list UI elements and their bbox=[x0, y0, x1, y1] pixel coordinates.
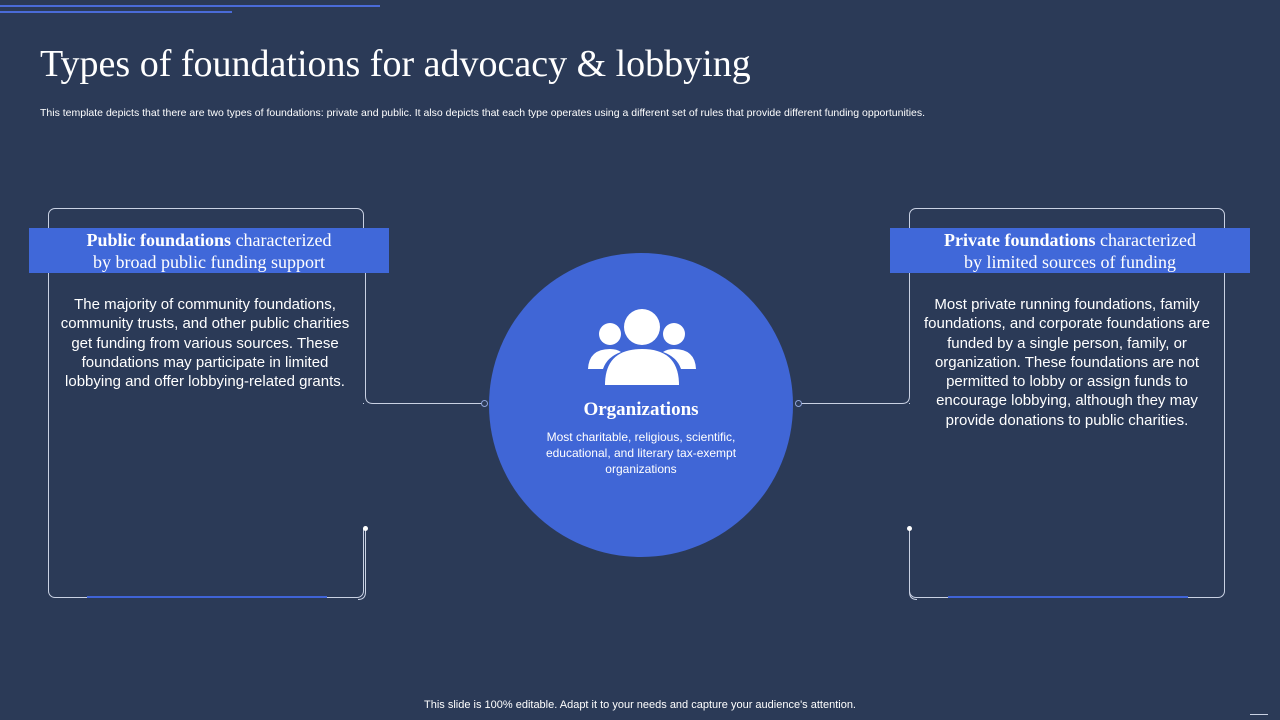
header-bold-text: Private foundations bbox=[944, 230, 1096, 250]
organizations-title: Organizations bbox=[583, 399, 699, 420]
private-foundations-description: Most private running foundations, family foundations, and corporate foundations are funded by a single person, family, or organization. These foundations are not permitted to lobby or assign funds to encourage lobbying, although they may provide donations to public charities. bbox=[923, 296, 1211, 429]
header-text: characterized bbox=[231, 230, 332, 250]
connector-node bbox=[481, 400, 488, 407]
organizations-description: Most charitable, religious, scientific, educational, and literary tax-exempt organizations bbox=[545, 430, 737, 476]
slide-subtitle: This template depicts that there are two types of foundations: private and public. It also depicts that each type operates using a different set of rules that provide different funding opportunities. bbox=[40, 107, 926, 119]
header-bold-text: Public foundations bbox=[86, 230, 232, 250]
private-foundations-header bbox=[890, 228, 1250, 273]
footer-note: This slide is 100% editable. Adapt it to your needs and capture your audience's attention. bbox=[424, 699, 856, 711]
header-text-line2: by broad public funding support bbox=[93, 252, 325, 272]
connector-end-dot bbox=[907, 526, 912, 531]
slide-title: Types of foundations for advocacy & lobbying bbox=[40, 43, 751, 85]
public-foundations-description: The majority of community foundations, community trusts, and other public charities get funding from various sources. These foundations may participate in limited lobbying and offer lobbying-related grants. bbox=[60, 296, 350, 391]
corner-mark bbox=[1250, 714, 1268, 715]
connector-end-dot bbox=[363, 526, 368, 531]
header-text-line2: by limited sources of funding bbox=[964, 252, 1176, 272]
header-text: characterized bbox=[1095, 230, 1196, 250]
public-foundations-header bbox=[29, 228, 389, 273]
people-group-icon bbox=[587, 307, 697, 387]
connector-node bbox=[795, 400, 802, 407]
